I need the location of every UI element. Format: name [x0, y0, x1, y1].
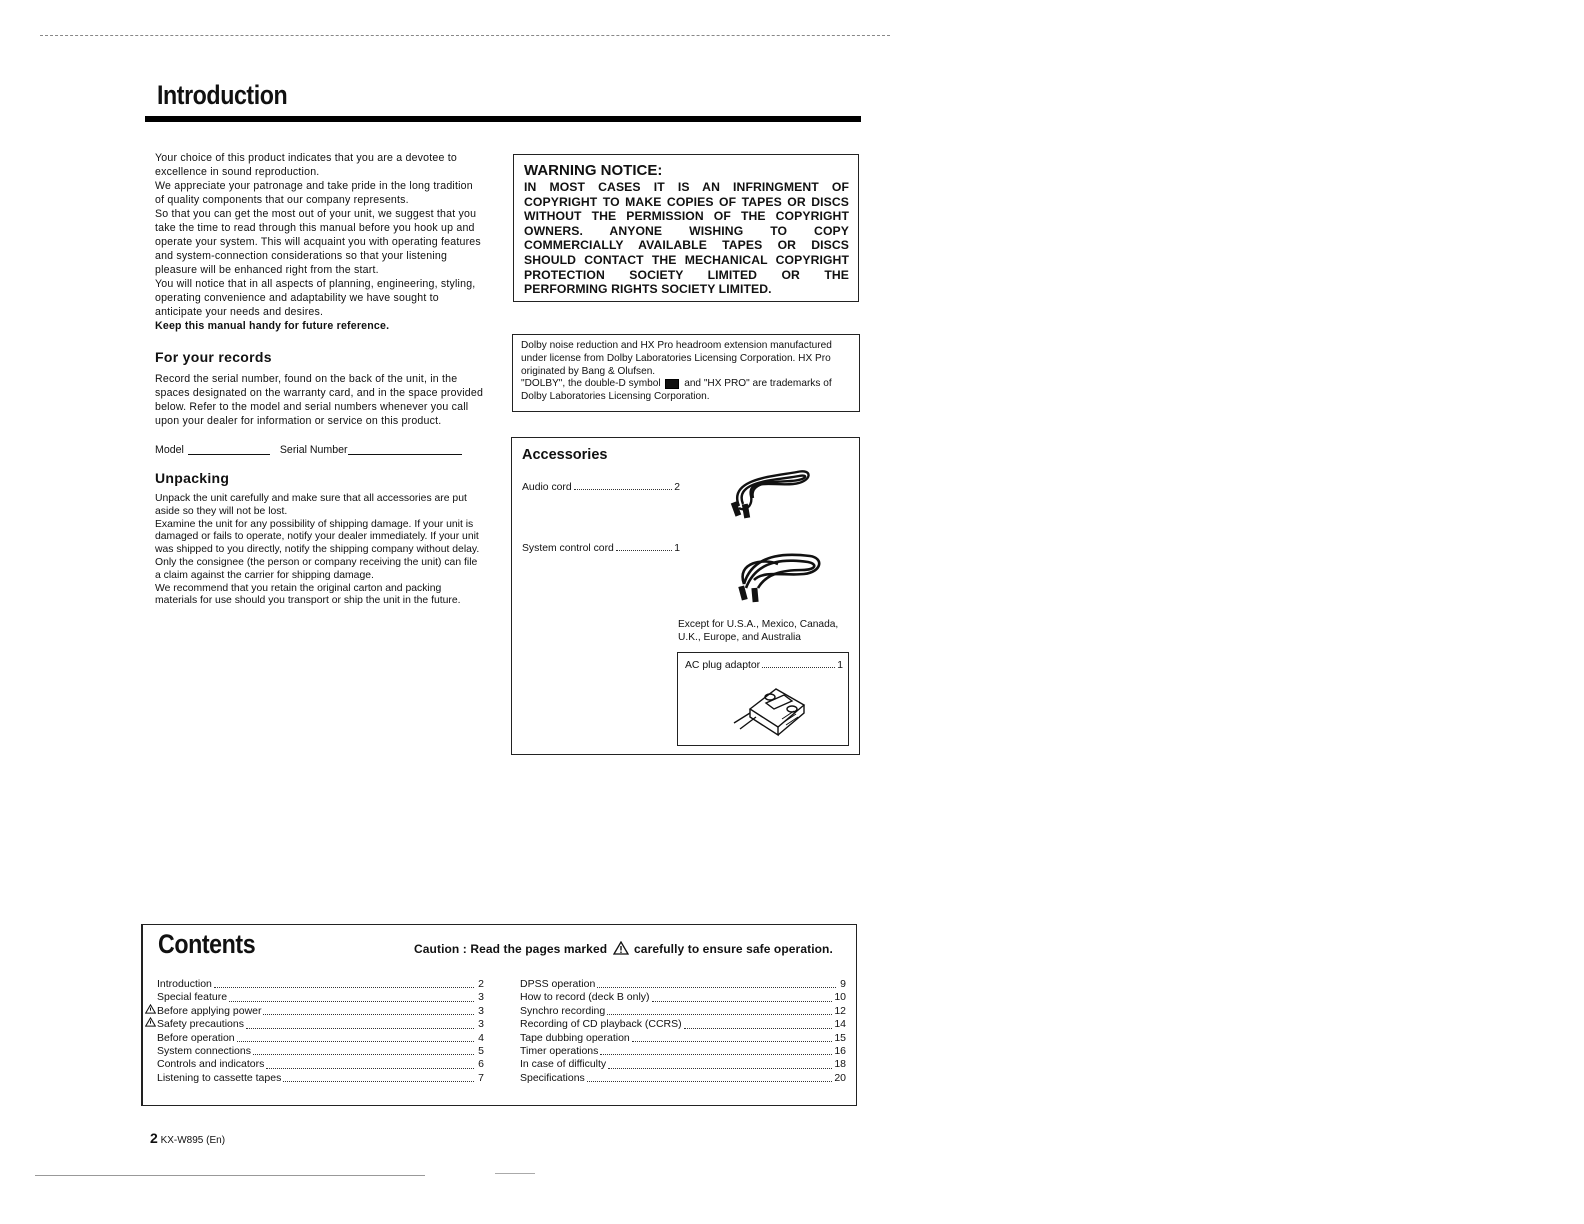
warning-body: IN MOST CASES IT IS AN INFRINGMENT OF COPYRIGHT TO MAKE COPIES OF TAPES OR DISCS WITHOUT THE PERMISSION OF THE COPYRIGHT OWNERS. ANYONE WISHING TO COPY COMMERCIALLY AVAILABLE TAPES OR DISCS SHOULD CONTACT THE MECHANICAL COPYRIGHT PROTECTION SOCIETY LIMITED OR THE PERFORMING RIGHTS SOCIETY LIMITED. — [524, 180, 849, 297]
contents-box — [141, 924, 857, 1106]
toc-entry[interactable] — [145, 1058, 484, 1071]
records-text: Record the serial number, found on the back of the unit, in the spaces designated on the warranty card, and in the space provided below. Refer to the model and serial numbers whenever you call upon your dealer for information or service on this product. — [155, 373, 484, 427]
intro-paragraph: We appreciate your patronage and take pride in the long tradition of quality components that our company represents. — [155, 180, 473, 206]
toc-label: System connections — [157, 1044, 251, 1057]
toc-label: Special feature — [157, 991, 228, 1004]
leader-dots — [632, 1041, 833, 1042]
toc-entry[interactable] — [145, 1032, 484, 1045]
system-control-cord-icon — [724, 544, 824, 608]
toc-entry[interactable] — [520, 991, 846, 1004]
toc-page: 2 — [478, 977, 484, 990]
accessory-system-control-cord — [522, 543, 680, 554]
toc-label: Safety precautions — [157, 1018, 244, 1031]
accessory-label: System control cord — [522, 543, 614, 554]
warning-notice-box — [513, 154, 859, 302]
toc-entry[interactable] — [520, 1045, 846, 1058]
serial-field[interactable] — [348, 443, 462, 455]
toc-page: 14 — [834, 1018, 846, 1031]
leader-dots — [237, 1041, 474, 1042]
accessory-label: AC plug adaptor — [685, 660, 761, 671]
toc-left-column — [145, 978, 484, 1085]
top-scan-line — [40, 35, 890, 36]
accessory-label: Audio cord — [522, 482, 572, 493]
intro-paragraph: Your choice of this product indicates that you are a devotee to excellence in sound reproduction. — [155, 152, 457, 178]
toc-page: 7 — [478, 1071, 484, 1084]
toc-entry[interactable] — [145, 1018, 484, 1031]
model-label: Model — [155, 444, 184, 456]
audio-cord-icon — [717, 458, 817, 522]
toc-label: Recording of CD playback (CCRS) — [520, 1018, 682, 1031]
leader-dots — [652, 1001, 833, 1002]
leader-dots — [587, 1081, 833, 1082]
leader-dots — [246, 1028, 474, 1029]
intro-paragraph: You will notice that in all aspects of planning, engineering, styling, operating convenience and adaptability we have sought to anticipate your needs and desires. — [155, 278, 476, 318]
toc-label: Tape dubbing operation — [520, 1031, 630, 1044]
ac-adaptor-box — [677, 652, 849, 746]
leader-dots — [608, 1068, 832, 1069]
toc-entry[interactable] — [145, 1045, 484, 1058]
toc-page: 20 — [834, 1071, 846, 1084]
toc-page: 6 — [478, 1058, 484, 1071]
toc-entry[interactable] — [520, 1032, 846, 1045]
toc-entry[interactable] — [520, 978, 846, 991]
warning-triangle-icon — [613, 941, 629, 955]
model-code: KX-W895 (En) — [160, 1135, 226, 1146]
leader-dots — [597, 987, 836, 988]
toc-page: 9 — [840, 977, 846, 990]
warning-triangle-icon — [145, 1004, 156, 1014]
page-footer — [150, 1130, 225, 1146]
leader-dots — [266, 1068, 474, 1069]
toc-label: Introduction — [157, 977, 212, 990]
toc-entry[interactable] — [145, 978, 484, 991]
accessories-heading: Accessories — [522, 447, 608, 463]
unpacking-heading: Unpacking — [155, 470, 230, 486]
dolby-trademark-b: and "HX PRO" are trademarks of Dolby Laboratories Licensing Corporation. — [521, 378, 832, 403]
toc-page: 5 — [478, 1044, 484, 1057]
toc-label: DPSS operation — [520, 977, 596, 990]
ac-plug-adaptor-icon — [730, 679, 810, 741]
bottom-scan-line — [35, 1175, 425, 1176]
ac-adaptor-region-note: Except for U.S.A., Mexico, Canada, U.K., Europe, and Australia — [678, 619, 839, 643]
leader-dots — [283, 1081, 474, 1082]
toc-page: 3 — [478, 1004, 484, 1017]
unpacking-section — [155, 493, 485, 608]
accessory-qty: 1 — [837, 660, 843, 671]
toc-page: 4 — [478, 1031, 484, 1044]
title-rule — [145, 116, 861, 122]
toc-entry[interactable] — [145, 1005, 484, 1018]
leader-dots — [229, 1001, 474, 1002]
unpacking-paragraph: Examine the unit for any possibility of shipping damage. If your unit is damaged or fails to operate, notify your dealer immediately. If your unit was shipped to you directly, notify the shipping company without delay. Only the consignee (the person or company receiving the unit) can file a claim against the carrier for shipping damage. — [155, 518, 480, 581]
leader-dots — [574, 482, 673, 490]
caution-prefix: Caution : Read the pages marked — [414, 942, 608, 956]
leader-dots — [607, 1014, 832, 1015]
dolby-license-text: Dolby noise reduction and HX Pro headroom extension manufactured under license from Dolby Laboratories Licensing Corporation. HX Pro originated by Bang & Olufsen. — [521, 340, 832, 377]
model-field[interactable] — [188, 443, 270, 455]
toc-label: Before operation — [157, 1031, 235, 1044]
intro-paragraph: So that you can get the most out of your unit, we suggest that you take the time to read through this manual before you hook up and operate your system. This will acquaint you with operating features and system-connection considerations so that your listening pleasure will be enhanced right from the start. — [155, 208, 481, 276]
caution-note — [414, 941, 833, 956]
toc-label: In case of difficulty — [520, 1058, 607, 1071]
toc-right-column — [520, 978, 846, 1085]
accessory-audio-cord — [522, 482, 680, 493]
toc-page: 3 — [478, 1018, 484, 1031]
contents-title: Contents — [158, 929, 256, 959]
toc-entry[interactable] — [145, 1072, 484, 1085]
dolby-notice-box — [512, 334, 860, 412]
toc-label: Listening to cassette tapes — [157, 1071, 282, 1084]
serial-label: Serial Number — [279, 444, 348, 456]
records-heading: For your records — [155, 349, 272, 365]
page-title: Introduction — [157, 80, 288, 110]
toc-entry[interactable] — [520, 1005, 846, 1018]
leader-dots — [616, 543, 672, 551]
toc-page: 15 — [834, 1031, 846, 1044]
leader-dots — [762, 660, 835, 668]
page-number: 2 — [150, 1130, 158, 1146]
toc-label: Before applying power — [157, 1004, 262, 1017]
toc-label: Controls and indicators — [157, 1058, 265, 1071]
toc-page: 18 — [834, 1058, 846, 1071]
toc-label: Synchro recording — [520, 1004, 606, 1017]
toc-entry[interactable] — [520, 1072, 846, 1085]
accessory-qty: 1 — [674, 543, 680, 554]
leader-dots — [214, 987, 474, 988]
toc-label: Specifications — [520, 1071, 585, 1084]
intro-section — [155, 151, 485, 333]
bottom-scan-mark — [495, 1173, 535, 1174]
caution-suffix: carefully to ensure safe operation. — [634, 942, 833, 956]
toc-page: 16 — [834, 1044, 846, 1057]
accessories-box — [511, 437, 860, 755]
toc-page: 12 — [834, 1004, 846, 1017]
toc-page: 10 — [834, 991, 846, 1004]
warning-title: WARNING NOTICE: — [524, 162, 663, 179]
toc-entry[interactable] — [145, 991, 484, 1004]
toc-entry[interactable] — [520, 1058, 846, 1071]
leader-dots — [600, 1054, 832, 1055]
leader-dots — [253, 1054, 474, 1055]
leader-dots — [684, 1028, 833, 1029]
accessory-ac-plug-adaptor — [685, 660, 843, 671]
model-serial-line — [155, 443, 485, 456]
keep-manual-note: Keep this manual handy for future reference. — [155, 320, 390, 332]
unpacking-paragraph: Unpack the unit carefully and make sure that all accessories are put aside so they will not be lost. — [155, 493, 467, 517]
dolby-trademark-a: "DOLBY", the double-D symbol — [521, 378, 661, 390]
toc-label: Timer operations — [520, 1044, 599, 1057]
dolby-trademark-text — [521, 378, 851, 404]
toc-page: 3 — [478, 991, 484, 1004]
warning-triangle-icon — [145, 1017, 156, 1027]
leader-dots — [263, 1014, 474, 1015]
toc-label: How to record (deck B only) — [520, 991, 650, 1004]
accessory-qty: 2 — [674, 482, 680, 493]
unpacking-paragraph: We recommend that you retain the original carton and packing materials for use should you transport or ship the unit in the future. — [155, 582, 461, 607]
double-d-icon — [665, 379, 679, 389]
toc-entry[interactable] — [520, 1018, 846, 1031]
